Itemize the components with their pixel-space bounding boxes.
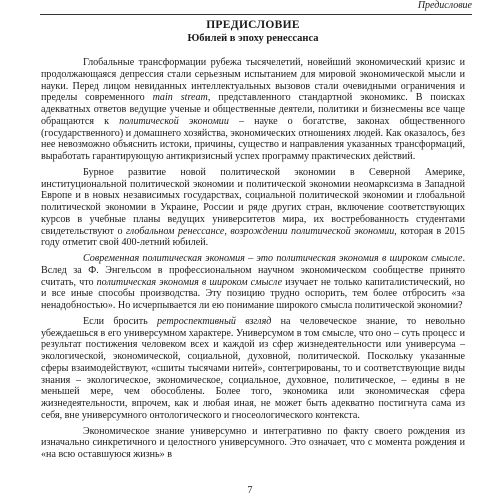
body-paragraph: Если бросить ретроспективный взгляд на человеческое знание, то невольно убеждаешься в его универсумном характере. Универсумом в том смысле, что оно – суть процесс и результат постижения человеком всех и каждой из сфер жизнедеятельности или универсума – экологической, экономической, социальной, духовной, политической. Поскольку указанные сферы взаимодействуют, «сшиты тысячами нитей», сонтегрированы, то и соответствующие виды знания – экологическое, экономическое, социальное, духовное, политическое, – едины в не меньшей мере, чем обособлены. Более того, экономика или экономическая сфера жизнедеятельности, впрочем, как и любая иная, не может быть адекватно постигнута сама из себя, вне универсумного онтологического и гносеологического контекста. xyxy=(41,315,465,421)
body-paragraph: Экономическое знание универсумно и интегративно по факту своего рождения из изначально синкретичного и целостного универсумного. Это означает, что с момента рождения и «на всю оставшуюся жизнь» в xyxy=(41,425,465,460)
page-number: 7 xyxy=(247,485,253,496)
page-title: ПРЕДИСЛОВИЕ xyxy=(206,19,300,31)
body-paragraph: Бурное развитие новой политической экономии в Северной Америке, институциональной политической экономии и политической экономии неомарксизма в Западной Европе и в новых независимых государствах, социальной политической экономии и глобальной политической экономии в Украине, России и ряде других стран, включение соответствующих курсов в учебные планы ведущих университетов мира, их востребованность студентами свидетельствуют о глобальном ренессансе, возрождении политической экономии, которая в 2015 году отметит свой 400-летний юбилей. xyxy=(41,166,465,249)
body-text xyxy=(41,57,465,461)
emphasis-text: main stream xyxy=(152,92,208,104)
running-header-text: Предисловие xyxy=(417,0,472,11)
emphasis-text: политической экономии xyxy=(119,115,229,127)
body-paragraph: Глобальные трансформации рубежа тысячелетий, новейший экономический кризис и продолжающаяся депрессия стали серьезным испытанием для мировой экономической мысли и науки. Перед лицом невиданных интеллектуальных вызовов стали очевидными ограничения и пределы современного main stream, представленного стандартной экономикс. В поисках адекватных ответов ведущие ученые и общественные деятели, политики и бизнесмены все чаще обращаются к политической экономии – науке о богатстве, законах общественного (государственного) и домашнего хозяйства, экономических отношениях людей. Как оказалось, без нее невозможно объяснить истоки, причины, существо и направления указанных трансформаций, выработать гарантирующую антикризисный успех программу практических действий. xyxy=(41,57,465,162)
emphasis-text: глобальном ренессансе, возрождении политической экономии xyxy=(125,225,395,237)
emphasis-text: ретроспективный взгляд xyxy=(156,315,272,327)
page-body xyxy=(41,18,465,465)
emphasis-text: политическая экономия в широком смысле xyxy=(96,276,283,288)
running-header xyxy=(40,0,472,15)
body-paragraph: Современная политическая экономия – это политическая экономия в широком смысле. Вслед за Ф. Энгельсом в профессиональном научном экономическом сообществе принято считать, что политическая экономия в широком смысле изучает не только капиталистический, но и все иные способы производства. Эту позицию трудно оспорить, тем более отбросить «за ненадобностью». Но исчерпывается ли ею понимание широкого смысла политической экономии? xyxy=(41,253,465,311)
page-subtitle: Юбилей в эпоху ренессанса xyxy=(187,33,319,44)
emphasis-text: Современная политическая экономия – это политическая экономия в широком смысле xyxy=(83,253,463,264)
